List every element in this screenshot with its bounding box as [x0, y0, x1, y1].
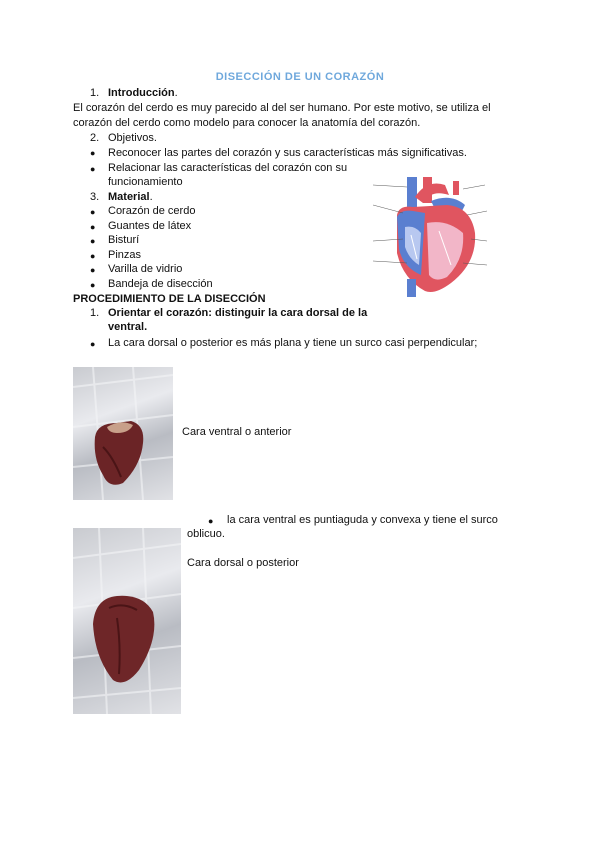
intro-number: 1. — [90, 87, 100, 99]
procedure-step-line-2: ventral. — [108, 321, 148, 333]
heart-diagram-svg — [367, 175, 491, 299]
heart-photo-dorsal-svg — [73, 528, 181, 714]
heart-photo-ventral-svg — [73, 367, 173, 500]
procedure-step-line-1: Orientar el corazón: distinguir la cara dorsal de la — [108, 307, 368, 319]
material-item: Corazón de cerdo — [108, 205, 196, 217]
bullet-icon: ● — [90, 236, 96, 246]
procedure-bullet-2-line-2: oblicuo. — [187, 528, 225, 540]
objectives-heading: Objetivos. — [108, 132, 157, 144]
objective-item-continuation: funcionamiento — [108, 176, 183, 188]
objective-item: Reconocer las partes del corazón y sus características más significativas. — [108, 147, 467, 159]
bullet-icon: ● — [90, 222, 96, 232]
material-item: Guantes de látex — [108, 220, 192, 232]
bullet-icon: ● — [90, 280, 96, 290]
bullet-icon: ● — [90, 148, 96, 158]
procedure-heading: PROCEDIMIENTO DE LA DISECCIÓN — [73, 293, 266, 305]
material-item: Varilla de vidrio — [108, 263, 183, 275]
material-item: Bandeja de disección — [108, 278, 213, 290]
heart-photo-ventral — [73, 367, 173, 500]
bullet-icon: ● — [90, 164, 96, 174]
material-item: Bisturí — [108, 234, 140, 246]
intro-paragraph-line-2: corazón del cerdo como modelo para conocer la anatomía del corazón. — [73, 117, 421, 129]
bullet-icon: ● — [90, 339, 96, 349]
intro-paragraph-line-1: El corazón del cerdo es muy parecido al del ser humano. Por este motivo, se utiliza el — [73, 102, 491, 114]
page-title: DISECCIÓN DE UN CORAZÓN — [215, 71, 385, 83]
material-heading: Material. — [108, 191, 153, 203]
procedure-bullet-2-line-1: la cara ventral es puntiaguda y convexa y tiene el surco — [227, 514, 498, 526]
bullet-icon: ● — [208, 516, 214, 526]
heart-photo-dorsal — [73, 528, 181, 714]
procedure-step-number: 1. — [90, 307, 100, 319]
bullet-icon: ● — [90, 265, 96, 275]
material-item: Pinzas — [108, 249, 142, 261]
material-number: 3. — [90, 191, 100, 203]
heart-diagram — [367, 175, 491, 299]
objectives-number: 2. — [90, 132, 100, 144]
bullet-icon: ● — [90, 251, 96, 261]
objective-item: Relacionar las características del corazón con su — [108, 162, 348, 174]
procedure-bullet-1: La cara dorsal o posterior es más plana y tiene un surco casi perpendicular; — [108, 337, 478, 349]
intro-heading: Introducción. — [108, 87, 178, 99]
bullet-icon: ● — [90, 207, 96, 217]
caption-dorsal: Cara dorsal o posterior — [187, 557, 299, 569]
caption-ventral: Cara ventral o anterior — [182, 426, 292, 438]
